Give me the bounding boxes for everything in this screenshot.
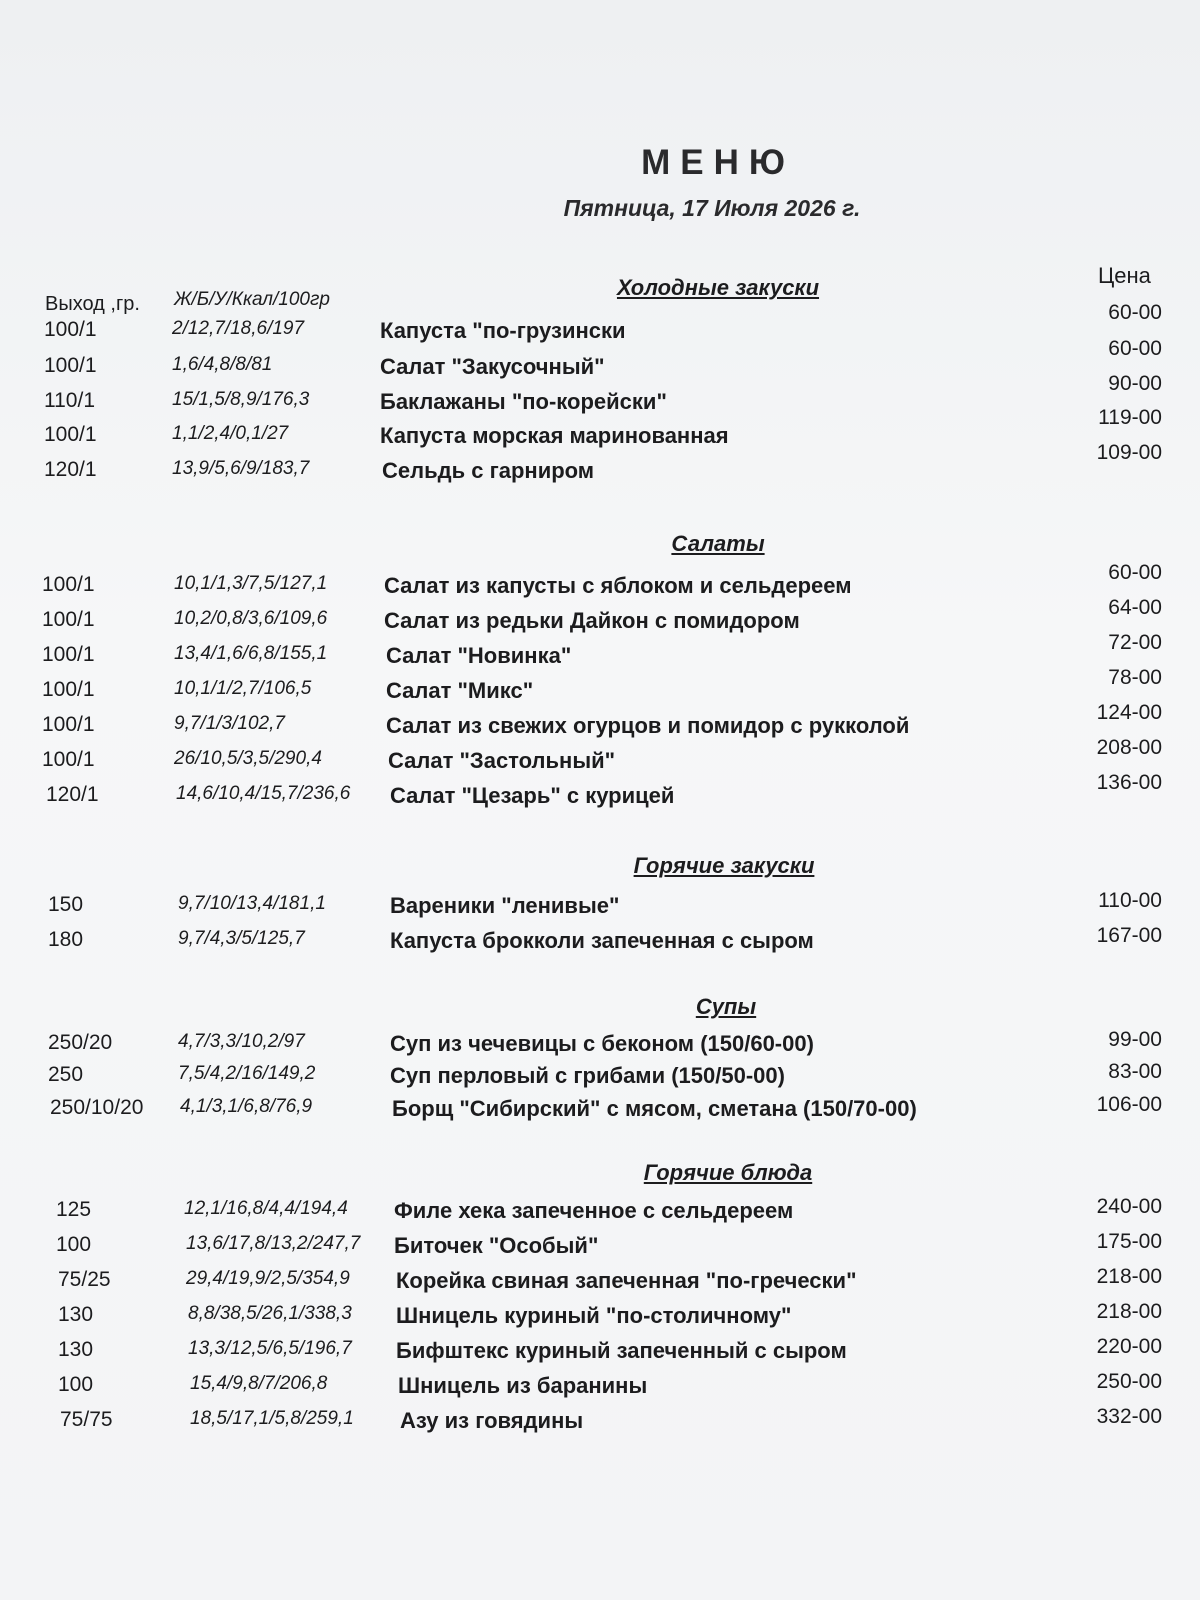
item-weight: 250/10/20 — [50, 1096, 144, 1119]
item-dish: Салат "Закусочный" — [380, 354, 605, 379]
menu-row — [0, 631, 1200, 673]
output-column-header: Выход ,гр. — [45, 293, 140, 315]
item-price: 60-00 — [1108, 561, 1162, 584]
item-dish: Капуста "по-грузински — [380, 318, 626, 343]
item-price: 64-00 — [1108, 596, 1162, 619]
item-price: 136-00 — [1096, 771, 1162, 794]
item-price: 218-00 — [1096, 1265, 1162, 1288]
item-nutrition: 4,1/3,1/6,8/76,9 — [180, 1096, 313, 1117]
item-nutrition: 9,7/10/13,4/181,1 — [178, 893, 326, 914]
menu-row — [0, 596, 1200, 638]
item-nutrition: 8,8/38,5/26,1/338,3 — [188, 1303, 352, 1324]
item-price: 83-00 — [1108, 1060, 1162, 1083]
item-weight: 120/1 — [46, 783, 99, 806]
item-price: 250-00 — [1096, 1370, 1162, 1393]
section-title-cold-appetizers: Холодные закуски — [616, 275, 820, 300]
item-nutrition: 13,4/1,6/6,8/155,1 — [174, 643, 328, 664]
item-nutrition: 15/1,5/8,9/176,3 — [172, 389, 310, 410]
item-dish: Вареники "ленивые" — [390, 893, 620, 918]
item-weight: 75/25 — [58, 1268, 111, 1291]
item-weight: 180 — [48, 928, 84, 951]
item-weight: 130 — [58, 1303, 94, 1326]
item-nutrition: 12,1/16,8/4,4/194,4 — [184, 1198, 348, 1219]
menu-row — [0, 889, 1200, 923]
item-weight: 110/1 — [44, 389, 95, 412]
item-dish: Баклажаны "по-корейски" — [380, 389, 667, 414]
item-weight: 100/1 — [42, 678, 95, 701]
item-weight: 250 — [48, 1063, 84, 1086]
item-nutrition: 7,5/4,2/16/149,2 — [178, 1063, 316, 1084]
item-dish: Корейка свиная запеченная "по-гречески" — [396, 1268, 857, 1293]
item-dish: Суп перловый с грибами (150/50-00) — [390, 1063, 785, 1088]
item-weight: 130 — [58, 1338, 94, 1361]
menu-row — [0, 1370, 1200, 1403]
item-weight: 100/1 — [42, 713, 95, 736]
item-dish: Салат из свежих огурцов и помидор с рукколой — [386, 713, 910, 738]
item-dish: Капуста морская маринованная — [380, 423, 729, 448]
item-weight: 100/1 — [42, 748, 95, 771]
item-price: 109-00 — [1096, 441, 1162, 464]
item-nutrition: 1,6/4,8/8/81 — [172, 354, 273, 375]
item-dish: Салат "Застольный" — [388, 748, 616, 773]
item-nutrition: 29,4/19,9/2,5/354,9 — [186, 1268, 350, 1289]
item-nutrition: 4,7/3,3/10,2/97 — [178, 1031, 305, 1052]
item-weight: 100 — [58, 1373, 94, 1396]
item-nutrition: 10,2/0,8/3,6/109,6 — [174, 608, 328, 629]
item-price: 175-00 — [1096, 1230, 1162, 1253]
item-weight: 150 — [48, 893, 84, 916]
item-nutrition: 2/12,7/18,6/197 — [172, 318, 305, 339]
menu-row — [0, 1265, 1200, 1298]
item-price: 208-00 — [1096, 736, 1162, 759]
item-price: 218-00 — [1096, 1300, 1162, 1323]
item-weight: 100/1 — [44, 423, 97, 446]
item-weight: 100/1 — [44, 354, 97, 377]
item-dish: Салат из капусты с яблоком и сельдереем — [384, 573, 852, 598]
item-dish: Сельдь с гарниром — [382, 458, 595, 483]
item-weight: 125 — [56, 1198, 92, 1221]
item-price: 124-00 — [1096, 701, 1162, 724]
item-dish: Биточек "Особый" — [394, 1233, 599, 1258]
item-weight: 100 — [56, 1233, 92, 1256]
item-dish: Салат из редьки Дайкон с помидором — [384, 608, 800, 633]
item-price: 167-00 — [1096, 924, 1162, 947]
item-price: 220-00 — [1096, 1335, 1162, 1358]
item-price: 119-00 — [1098, 406, 1162, 429]
item-weight: 100/1 — [42, 608, 95, 631]
menu-row — [0, 1093, 1200, 1126]
item-weight: 100/1 — [44, 318, 97, 341]
item-nutrition: 10,1/1,3/7,5/127,1 — [174, 573, 328, 594]
menu-row — [0, 1405, 1200, 1438]
item-weight: 250/20 — [48, 1031, 113, 1054]
item-price: 90-00 — [1108, 372, 1162, 395]
menu-row — [0, 666, 1200, 708]
nutrition-column-header: Ж/Б/У/Ккал/100гр — [174, 289, 330, 310]
item-dish: Салат "Цезарь" с курицей — [390, 783, 675, 808]
menu-row — [0, 1230, 1200, 1263]
item-price: 332-00 — [1096, 1405, 1162, 1428]
item-price: 60-00 — [1108, 301, 1162, 324]
section-title-salads: Салаты — [671, 531, 765, 556]
item-weight: 120/1 — [44, 458, 97, 481]
menu-row — [0, 701, 1200, 743]
menu-row — [0, 1060, 1200, 1093]
section-title-hot-appetizers: Горячие закуски — [633, 853, 815, 878]
item-weight: 100/1 — [42, 643, 95, 666]
menu-title: МЕНЮ — [641, 143, 795, 182]
item-price: 99-00 — [1108, 1028, 1162, 1051]
item-nutrition: 9,7/1/3/102,7 — [174, 713, 285, 734]
item-nutrition: 9,7/4,3/5/125,7 — [178, 928, 305, 949]
menu-row — [0, 337, 1200, 384]
menu-row — [0, 771, 1200, 813]
section-title-soups: Супы — [695, 994, 757, 1019]
item-dish: Филе хека запеченное с сельдереем — [394, 1198, 794, 1223]
item-dish: Борщ "Сибирский" с мясом, сметана (150/70-00) — [392, 1096, 917, 1121]
item-dish: Шницель куриный "по-столичному" — [396, 1303, 792, 1328]
menu-row — [0, 561, 1200, 603]
item-price: 72-00 — [1108, 631, 1162, 654]
menu-row — [0, 924, 1200, 958]
item-price: 60-00 — [1108, 337, 1162, 360]
item-nutrition: 10,1/1/2,7/106,5 — [174, 678, 312, 699]
item-nutrition: 13,3/12,5/6,5/196,7 — [188, 1338, 352, 1359]
menu-row — [0, 441, 1200, 488]
menu-row — [0, 406, 1200, 453]
item-price: 240-00 — [1096, 1195, 1162, 1218]
item-nutrition: 18,5/17,1/5,8/259,1 — [190, 1408, 354, 1429]
price-column-header: Цена — [1098, 263, 1151, 288]
item-price: 78-00 — [1108, 666, 1162, 689]
item-dish: Салат "Новинка" — [386, 643, 572, 668]
item-nutrition: 26/10,5/3,5/290,4 — [174, 748, 322, 769]
item-dish: Суп из чечевицы с беконом (150/60-00) — [390, 1031, 814, 1056]
item-dish: Бифштекс куриный запеченный с сыром — [396, 1338, 847, 1363]
item-nutrition: 14,6/10,4/15,7/236,6 — [176, 783, 351, 804]
menu-row — [0, 1028, 1200, 1061]
section-title-hot-dishes: Горячие блюда — [643, 1160, 813, 1185]
item-price: 110-00 — [1098, 889, 1162, 912]
item-nutrition: 15,4/9,8/7/206,8 — [190, 1373, 328, 1394]
menu-date: Пятница, 17 Июля 2026 г. — [563, 195, 861, 221]
menu-row — [0, 1195, 1200, 1228]
menu-row — [0, 1335, 1200, 1368]
item-dish: Салат "Микс" — [386, 678, 534, 703]
item-nutrition: 1,1/2,4/0,1/27 — [172, 423, 289, 444]
item-nutrition: 13,9/5,6/9/183,7 — [172, 458, 310, 479]
item-price: 106-00 — [1096, 1093, 1162, 1116]
menu-row — [0, 736, 1200, 778]
item-dish: Азу из говядины — [400, 1408, 584, 1433]
menu-row — [0, 1300, 1200, 1333]
item-dish: Капуста брокколи запеченная с сыром — [390, 928, 814, 953]
item-nutrition: 13,6/17,8/13,2/247,7 — [186, 1233, 361, 1254]
item-dish: Шницель из баранины — [398, 1373, 648, 1398]
item-weight: 75/75 — [60, 1408, 113, 1431]
menu-row — [0, 372, 1200, 419]
item-weight: 100/1 — [42, 573, 95, 596]
